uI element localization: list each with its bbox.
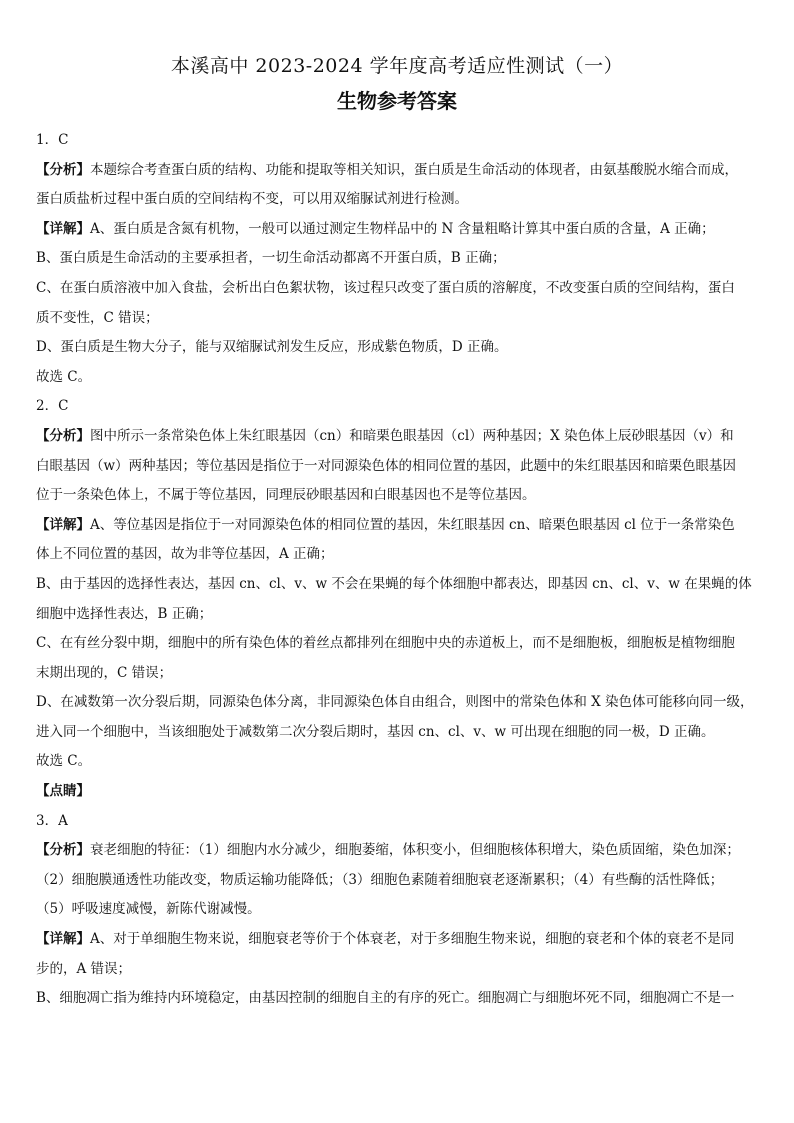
section-tag: 【分析】 bbox=[36, 842, 90, 859]
text-line bbox=[36, 422, 758, 452]
section-tag: 【点睛】 bbox=[36, 783, 90, 800]
line-text: B、细胞凋亡指为维持内环境稳定，由基因控制的细胞自主的有序的死亡。细胞凋亡与细胞坏死不同，细胞凋亡不是一 bbox=[36, 990, 735, 1007]
line-text: 故选 C。 bbox=[36, 368, 92, 385]
line-text: 1．C bbox=[36, 132, 69, 148]
text-line bbox=[36, 392, 758, 422]
text-line bbox=[36, 215, 758, 245]
text-line bbox=[36, 925, 758, 955]
text-line bbox=[36, 511, 758, 541]
line-text: 蛋白质盐析过程中蛋白质的空间结构不变，可以用双缩脲试剂进行检测。 bbox=[36, 191, 468, 208]
line-text: 故选 C。 bbox=[36, 753, 92, 770]
text-line bbox=[36, 185, 758, 215]
section-tag: 【详解】 bbox=[36, 220, 90, 237]
line-text: 细胞中选择性表达，B 正确； bbox=[36, 605, 213, 622]
line-text: D、蛋白质是生物大分子，能与双缩脲试剂发生反应，形成紫色物质，D 正确。 bbox=[36, 339, 508, 356]
line-text: A、蛋白质是含氮有机物，一般可以通过测定生物样品中的 N 含量粗略计算其中蛋白质的含量，A 正确； bbox=[90, 220, 715, 237]
line-text: B、蛋白质是生命活动的主要承担者，一切生命活动都离不开蛋白质，B 正确； bbox=[36, 250, 506, 267]
line-text: A、对于单细胞生物来说，细胞衰老等价于个体衰老，对于多细胞生物来说，细胞的衰老和个体的衰老不是同 bbox=[90, 931, 735, 948]
line-text: 步的，A 错误； bbox=[36, 960, 132, 977]
line-text: 衰老细胞的特征：（1）细胞内水分减少，细胞萎缩，体积变小，但细胞核体积增大，染色质固缩，染色加深； bbox=[90, 842, 740, 859]
text-line bbox=[36, 156, 758, 186]
section-tag: 【详解】 bbox=[36, 931, 90, 948]
line-text: C、在有丝分裂中期，细胞中的所有染色体的着丝点都排列在细胞中央的赤道板上，而不是细胞板，细胞板是植物细胞 bbox=[36, 635, 735, 652]
text-line bbox=[36, 481, 758, 511]
line-text: 图中所示一条常染色体上朱红眼基因（cn）和暗栗色眼基因（cl）两种基因；X 染色体上辰砂眼基因（v）和 bbox=[90, 427, 734, 444]
line-text: D、在减数第一次分裂后期，同源染色体分离，非同源染色体自由组合，则图中的常染色体和 X 染色体可能移向同一级， bbox=[36, 694, 754, 711]
line-text: （5）呼吸速度减慢，新陈代谢减慢。 bbox=[36, 901, 261, 918]
line-text: B、由于基因的选择性表达，基因 cn、cl、v、w 不会在果蝇的每个体细胞中都表达，即基因 cn、cl、v、w 在果蝇的体 bbox=[36, 575, 752, 592]
document-title: 本溪高中 2023-2024 学年度高考适应性测试（一） bbox=[170, 55, 624, 77]
section-tag: 【分析】 bbox=[36, 427, 90, 444]
text-line bbox=[36, 540, 758, 570]
line-text: 2．C bbox=[36, 398, 69, 415]
text-line bbox=[36, 659, 758, 689]
line-text: 体上不同位置的基因，故为非等位基因，A 正确； bbox=[36, 546, 334, 563]
answer-body bbox=[36, 126, 758, 1014]
text-line bbox=[36, 777, 758, 807]
line-text: 本题综合考查蛋白质的结构、功能和提取等相关知识，蛋白质是生命活动的体现者，由氨基酸脱水缩合而成， bbox=[90, 161, 738, 178]
text-line bbox=[36, 895, 758, 925]
text-line bbox=[36, 955, 758, 985]
text-line bbox=[36, 866, 758, 896]
document-subtitle: 生物参考答案 bbox=[337, 89, 457, 113]
text-line bbox=[36, 126, 758, 156]
text-line bbox=[36, 984, 758, 1014]
section-tag: 【分析】 bbox=[36, 161, 90, 178]
text-line bbox=[36, 333, 758, 363]
text-line bbox=[36, 304, 758, 334]
text-line bbox=[36, 244, 758, 274]
line-text: 质不变性，C 错误； bbox=[36, 309, 159, 326]
text-line bbox=[36, 570, 758, 600]
line-text: C、在蛋白质溶液中加入食盐，会析出白色絮状物，该过程只改变了蛋白质的溶解度，不改变蛋白质的空间结构，蛋白 bbox=[36, 279, 735, 296]
line-text: 末期出现的，C 错误； bbox=[36, 664, 173, 681]
text-line bbox=[36, 747, 758, 777]
line-text: 3．A bbox=[36, 812, 68, 829]
line-text: 白眼基因（w）两种基因；等位基因是指位于一对同源染色体的相同位置的基因，此题中的朱红眼基因和暗栗色眼基因 bbox=[36, 457, 737, 474]
line-text: （2）细胞膜通透性功能改变，物质运输功能降低；（3）细胞色素随着细胞衰老逐渐累积；（4）有些酶的活性降低； bbox=[36, 871, 724, 888]
text-line bbox=[36, 452, 758, 482]
text-line bbox=[36, 688, 758, 718]
text-line bbox=[36, 629, 758, 659]
text-line bbox=[36, 807, 758, 837]
text-line bbox=[36, 600, 758, 630]
line-text: 位于一条染色体上，不属于等位基因，同理辰砂眼基因和白眼基因也不是等位基因。 bbox=[36, 487, 536, 504]
text-line bbox=[36, 274, 758, 304]
section-tag: 【详解】 bbox=[36, 516, 90, 533]
text-line bbox=[36, 718, 758, 748]
text-line bbox=[36, 363, 758, 393]
text-line bbox=[36, 836, 758, 866]
line-text: 进入同一个细胞中，当该细胞处于减数第二次分裂后期时，基因 cn、cl、v、w 可出现在细胞的同一极，D 正确。 bbox=[36, 723, 715, 740]
line-text: A、等位基因是指位于一对同源染色体的相同位置的基因，朱红眼基因 cn、暗栗色眼基因 cl 位于一条常染色 bbox=[90, 516, 735, 533]
